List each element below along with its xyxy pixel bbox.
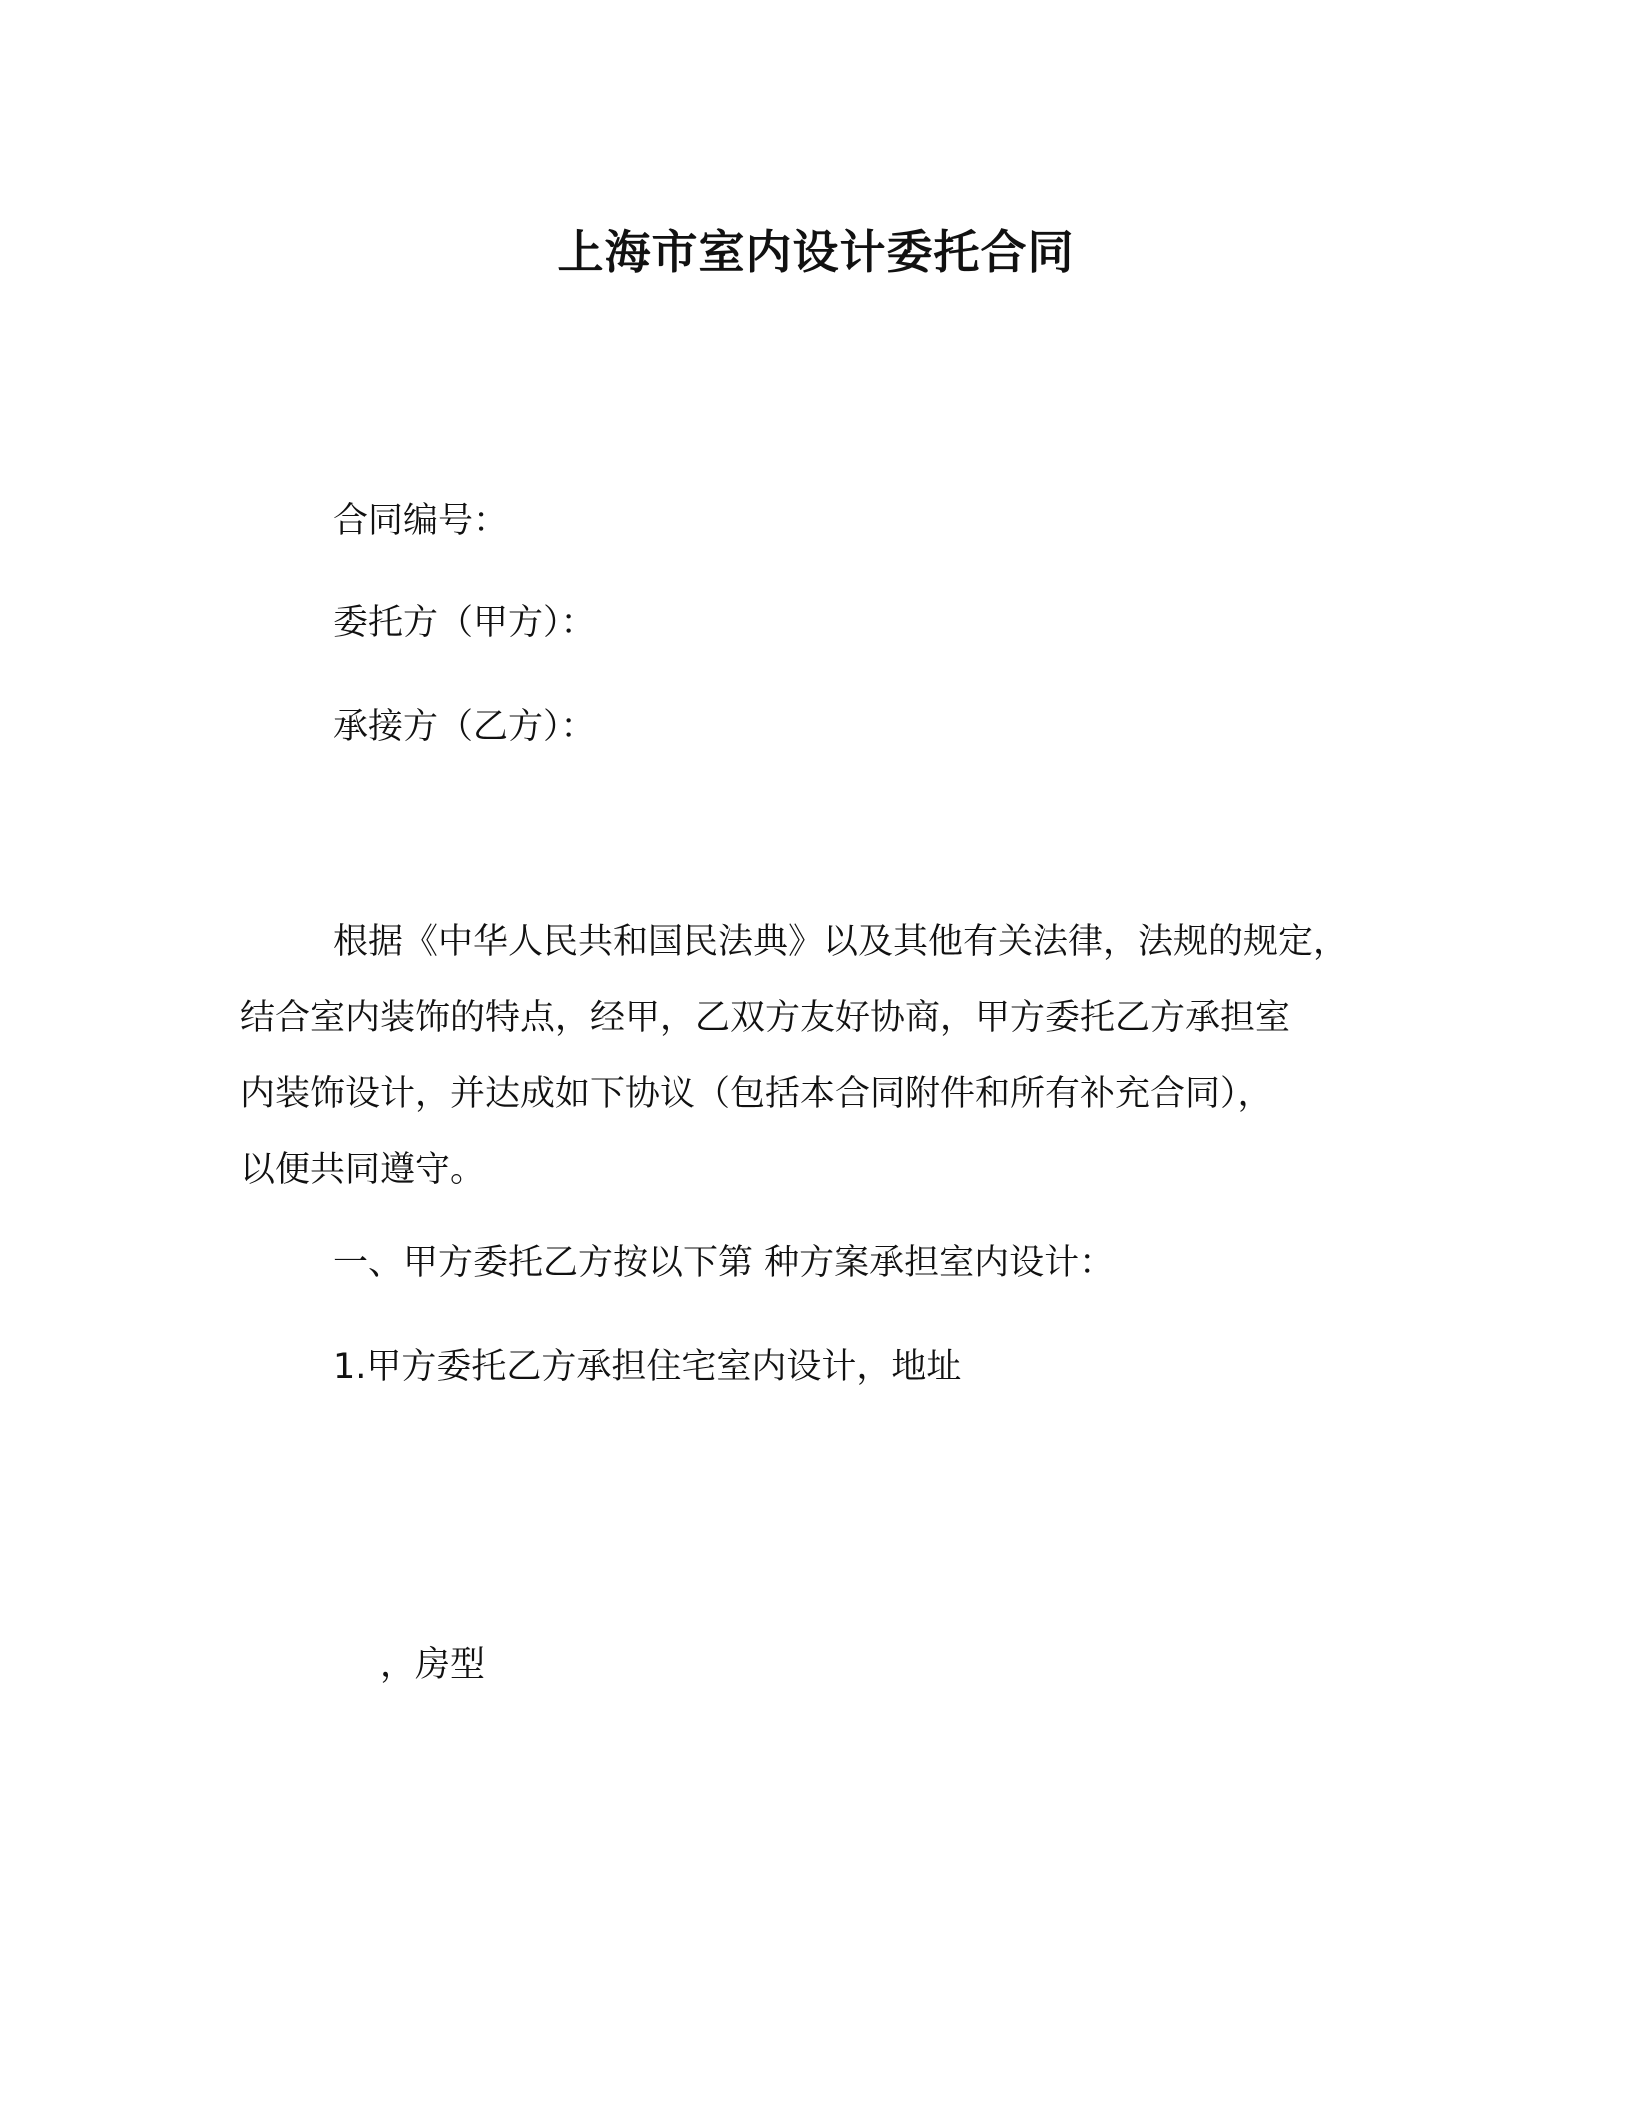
preamble-line: 以便共同遵守。 <box>240 1150 486 1190</box>
section-1-item-1: 1.甲方委托乙方承担住宅室内设计，地址 <box>333 1347 962 1387</box>
contract-number-label: 合同编号： <box>333 501 509 541</box>
section-1-heading: 一、甲方委托乙方按以下第 种方案承担室内设计： <box>333 1243 1115 1283</box>
preamble-line: 结合室内装饰的特点，经甲，乙双方友好协商，甲方委托乙方承担室 <box>240 998 1291 1038</box>
document-title: 上海市室内设计委托合同 <box>557 225 1075 279</box>
preamble-line: 根据《中华人民共和国民法典》以及其他有关法律，法规的规定， <box>333 922 1349 962</box>
party-a-label: 委托方（甲方）： <box>333 603 596 643</box>
preamble-line: 内装饰设计，并达成如下协议（包括本合同附件和所有补充合同）， <box>240 1074 1273 1114</box>
preamble-paragraph <box>240 904 1440 1208</box>
section-1-item-1-continuation: ，房型 <box>380 1645 486 1685</box>
party-b-label: 承接方（乙方）： <box>333 707 596 747</box>
